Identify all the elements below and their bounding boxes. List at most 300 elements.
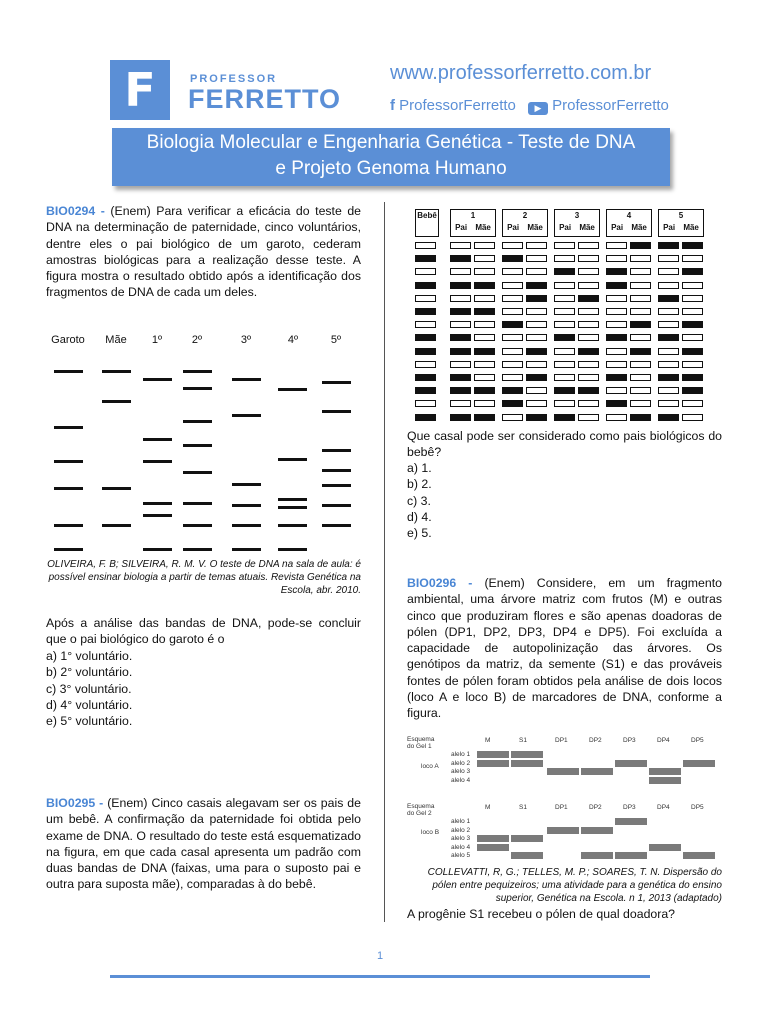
gel-band-cell — [630, 348, 651, 355]
gel-band-cell — [502, 387, 523, 394]
couple-header — [606, 209, 652, 237]
gel-band-cell — [450, 268, 471, 275]
column-divider — [384, 202, 385, 922]
gel-band-cell — [630, 282, 651, 289]
dna-band — [102, 370, 131, 373]
gel-band-cell — [630, 308, 651, 315]
gel-band-cell — [606, 295, 627, 302]
gel-band-cell — [526, 282, 547, 289]
gel-band-cell — [630, 387, 651, 394]
mae-label: Mãe — [475, 223, 491, 232]
option-d[interactable]: d) 4° voluntário. — [46, 697, 133, 712]
gel-band-cell — [554, 414, 575, 421]
mae-label: Mãe — [579, 223, 595, 232]
gel-band-cell — [658, 255, 679, 262]
gel-band-cell — [474, 255, 495, 262]
gel-band-cell — [526, 387, 547, 394]
gel-band-cell — [658, 282, 679, 289]
gel-band-cell — [658, 387, 679, 394]
gel-band-cell — [630, 295, 651, 302]
gel-band-cell — [658, 321, 679, 328]
gel-band-cell — [526, 400, 547, 407]
allele-band — [547, 768, 579, 775]
gel-band-cell — [474, 334, 495, 341]
gel-column-label: DP3 — [623, 737, 636, 744]
gel-band-cell — [526, 374, 547, 381]
gel-band-cell — [415, 282, 436, 289]
gel-band-cell — [450, 321, 471, 328]
q295-options — [407, 460, 432, 541]
dna-band — [232, 483, 261, 486]
gel-band-cell — [502, 242, 523, 249]
mae-label: Mãe — [631, 223, 647, 232]
gel-band-cell — [450, 374, 471, 381]
gel-band-cell — [474, 348, 495, 355]
mae-label: Mãe — [683, 223, 699, 232]
gel-band-cell — [526, 242, 547, 249]
gel-band-cell — [526, 334, 547, 341]
gel-band-cell — [554, 361, 575, 368]
gel-band-cell — [474, 400, 495, 407]
gel-label: Mãe — [105, 334, 127, 346]
gel-band-cell — [502, 268, 523, 275]
allele-label: alelo 5 — [451, 852, 471, 859]
gel-band-cell — [578, 334, 599, 341]
gel-band-cell — [658, 361, 679, 368]
gel-band-cell — [526, 361, 547, 368]
gel-band-cell — [658, 348, 679, 355]
couple-header — [658, 209, 704, 237]
q296-statement: BIO0296 - (Enem) Considere, em um fragmento ambiental, uma árvore matriz com frutos (M) e outras cinco que produziram flores e são apenas doadoras de pólen (DP1, DP2, DP3, DP4 e DP5). Foi excluída a capacidade de autopolinização das árvores. Os genótipos da matriz, da semente (S1) e das prováveis fontes de pólen foram obtidos pela análise de dois locos (loco A e loco B) de marcadores de DNA, conforme a figura. — [407, 576, 722, 721]
dna-band — [232, 504, 261, 507]
gel-band-cell — [415, 348, 436, 355]
gel-band-cell — [606, 321, 627, 328]
q294-citation: OLIVEIRA, F. B; SILVEIRA, R. M. V. O teste de DNA na sala de aula: é possível ensinar biologia a partir de temas atuais. Revista Genética na Escola, abr. 2010. — [47, 559, 361, 596]
allele-band — [547, 827, 579, 834]
gel-column-label: DP5 — [691, 804, 704, 811]
gel-band-cell — [554, 374, 575, 381]
gel-band-cell — [450, 361, 471, 368]
dna-band — [278, 498, 307, 501]
couple-number: 5 — [678, 211, 684, 220]
gel-band-cell — [682, 414, 703, 421]
allele-band — [477, 835, 509, 842]
gel-band-cell — [578, 308, 599, 315]
allele-band — [649, 768, 681, 775]
dna-band — [143, 502, 172, 505]
allele-band — [477, 751, 509, 758]
gel-band-cell — [606, 268, 627, 275]
dna-band — [183, 524, 212, 527]
gel-band-cell — [578, 361, 599, 368]
gel-band-cell — [630, 268, 651, 275]
gel-band-cell — [526, 348, 547, 355]
gel-column-label: DP4 — [657, 804, 670, 811]
gel-band-cell — [630, 255, 651, 262]
locus-a-label: loco A — [421, 763, 439, 770]
gel-column-label: DP5 — [691, 737, 704, 744]
gel-band-cell — [526, 414, 547, 421]
allele-band — [511, 835, 543, 842]
dna-band — [143, 438, 172, 441]
dna-band — [54, 370, 83, 373]
gel-band-cell — [554, 255, 575, 262]
dna-band — [102, 524, 131, 527]
q294-gel-figure — [46, 330, 361, 555]
gel-band-cell — [474, 361, 495, 368]
allele-band — [615, 818, 647, 825]
dna-band — [54, 524, 83, 527]
gel2-title: Esquema do Gel 2 — [407, 803, 435, 817]
dna-band — [183, 387, 212, 390]
dna-band — [322, 381, 351, 384]
q295-statement: BIO0295 - (Enem) Cinco casais alegavam ser os pais de um bebê. A confirmação da paternidade foi obtida pelo exame de DNA. O resultado do teste está esquematizado na figura, em que cada casal apresenta um padrão com duas bandas de DNA (faixas, uma para o suposto pai e outra para suposta mãe), comparadas à do bebê. — [46, 796, 361, 892]
gel-band-cell — [606, 400, 627, 407]
page-number: 1 — [377, 950, 384, 962]
gel-band-cell — [554, 400, 575, 407]
mae-label: Mãe — [527, 223, 543, 232]
allele-label: alelo 1 — [451, 751, 471, 758]
gel-band-cell — [682, 361, 703, 368]
gel-band-cell — [502, 321, 523, 328]
gel-band-cell — [630, 374, 651, 381]
allele-label: alelo 1 — [451, 818, 471, 825]
gel-column-label: DP2 — [589, 804, 602, 811]
gel-band-cell — [682, 295, 703, 302]
logo-letter: F — [124, 63, 156, 117]
q295-code: BIO0295 - — [46, 796, 104, 810]
dna-band — [232, 414, 261, 417]
gel-band-cell — [502, 334, 523, 341]
gel-band-cell — [554, 348, 575, 355]
dna-band — [54, 460, 83, 463]
gel-band-cell — [606, 361, 627, 368]
gel-band-cell — [450, 308, 471, 315]
dna-band — [143, 514, 172, 517]
gel-band-cell — [578, 255, 599, 262]
gel-band-cell — [415, 334, 436, 341]
allele-band — [477, 760, 509, 767]
gel-band-cell — [658, 414, 679, 421]
gel-band-cell — [450, 387, 471, 394]
option-a[interactable]: a) 1° voluntário. — [46, 649, 133, 663]
option-a[interactable]: a) 1. — [407, 461, 432, 475]
gel-band-cell — [554, 295, 575, 302]
dna-band — [232, 524, 261, 527]
gel-band-cell — [606, 282, 627, 289]
gel-band-cell — [415, 321, 436, 328]
gel-column-label: DP2 — [589, 737, 602, 744]
gel-band-cell — [682, 255, 703, 262]
dna-band — [102, 487, 131, 490]
gel-band-cell — [526, 321, 547, 328]
page-title: Biologia Molecular e Engenharia Genética - Teste de DNA e Projeto Genoma Humano — [146, 132, 636, 179]
dna-band — [54, 426, 83, 429]
q294-question: Após a análise das bandas de DNA, pode-se concluir que o pai biológico do garoto é o — [46, 616, 361, 647]
gel-band-cell — [474, 295, 495, 302]
gel-band-cell — [606, 308, 627, 315]
gel-band-cell — [682, 268, 703, 275]
option-b[interactable]: b) 2. — [407, 477, 432, 492]
gel-band-cell — [450, 282, 471, 289]
site-url[interactable]: www.professorferretto.com.br — [390, 62, 652, 84]
gel-band-cell — [606, 414, 627, 421]
gel-band-cell — [554, 308, 575, 315]
gel-column-label: DP1 — [555, 804, 568, 811]
option-e[interactable]: e) 5. — [407, 526, 432, 541]
gel-column-label: S1 — [519, 804, 527, 811]
gel-band-cell — [526, 308, 547, 315]
allele-label: alelo 2 — [451, 826, 471, 834]
allele-band — [615, 760, 647, 767]
dna-band — [322, 504, 351, 507]
couple-number: 4 — [626, 211, 632, 220]
dna-band — [278, 506, 307, 509]
gel-band-cell — [474, 242, 495, 249]
allele-band — [615, 852, 647, 859]
dna-band — [278, 548, 307, 551]
gel-band-cell — [502, 308, 523, 315]
pai-label: Pai — [663, 223, 676, 232]
gel-band-cell — [682, 400, 703, 407]
gel-band-cell — [658, 308, 679, 315]
q294-statement: BIO0294 - (Enem) Para verificar a eficácia do teste de DNA na determinação de paternidade, cinco voluntários, dentre eles o pai biológico de um garoto, cederam amostras biológicas para a realização desse teste. A figura mostra o resultado obtido após a identificação dos fragmentos de DNA de cada um deles. — [46, 204, 362, 300]
gel-band-cell — [606, 255, 627, 262]
option-c[interactable]: c) 3. — [407, 493, 431, 508]
q294-code: BIO0294 - — [46, 204, 105, 218]
couple-header — [554, 209, 600, 237]
gel-band-cell — [658, 374, 679, 381]
gel-band-cell — [415, 387, 436, 394]
dna-band — [322, 449, 351, 452]
q296-gel-figure — [407, 735, 722, 865]
gel-band-cell — [630, 414, 651, 421]
gel-band-cell — [578, 242, 599, 249]
gel-band-cell — [502, 414, 523, 421]
gel-band-cell — [474, 308, 495, 315]
youtube-icon: ▶ — [528, 102, 548, 115]
allele-band — [683, 760, 715, 767]
couple-number: 2 — [522, 211, 528, 220]
gel-band-cell — [502, 348, 523, 355]
allele-band — [683, 852, 715, 859]
q295-gel-figure — [410, 206, 720, 426]
q296-question: A progênie S1 recebeu o pólen de qual doadora? — [407, 907, 676, 921]
couple-number: 3 — [574, 211, 580, 220]
allele-band — [511, 760, 543, 767]
gel-band-cell — [415, 374, 436, 381]
couple-number: 1 — [470, 211, 476, 220]
gel-band-cell — [606, 387, 627, 394]
gel-band-cell — [658, 400, 679, 407]
gel-band-cell — [474, 387, 495, 394]
dna-band — [232, 378, 261, 381]
dna-band — [143, 378, 172, 381]
gel-band-cell — [502, 282, 523, 289]
gel-band-cell — [578, 414, 599, 421]
brand-small: PROFESSOR — [190, 73, 278, 85]
allele-band — [581, 852, 613, 859]
dna-band — [54, 487, 83, 490]
gel-band-cell — [474, 414, 495, 421]
gel-label: 3º — [240, 334, 252, 346]
gel-band-cell — [682, 308, 703, 315]
gel-column-label: DP4 — [657, 737, 670, 744]
allele-label: alelo 3 — [451, 768, 471, 775]
gel-band-cell — [526, 268, 547, 275]
gel-band-cell — [474, 282, 495, 289]
allele-label: alelo 2 — [451, 759, 471, 767]
gel-band-cell — [682, 334, 703, 341]
gel-band-cell — [450, 295, 471, 302]
q296-code: BIO0296 - — [407, 576, 473, 590]
gel-band-cell — [606, 334, 627, 341]
allele-label: alelo 4 — [451, 843, 471, 851]
dna-band — [183, 548, 212, 551]
gel-band-cell — [682, 374, 703, 381]
gel-band-cell — [682, 348, 703, 355]
q294-options — [46, 648, 132, 729]
gel-column-label: M — [485, 737, 491, 744]
option-c[interactable]: c) 3° voluntário. — [46, 681, 132, 696]
couple-header — [502, 209, 548, 237]
dna-band — [54, 548, 83, 551]
gel-band-cell — [474, 268, 495, 275]
dna-band — [183, 502, 212, 505]
gel-band-cell — [415, 414, 436, 421]
allele-band — [511, 852, 543, 859]
gel-label: 1º — [151, 334, 163, 346]
gel-band-cell — [554, 334, 575, 341]
pai-label: Pai — [455, 223, 468, 232]
allele-band — [477, 844, 509, 851]
allele-band — [581, 768, 613, 775]
option-b[interactable]: b) 2° voluntário. — [46, 665, 133, 680]
gel-band-cell — [502, 295, 523, 302]
dna-band — [143, 460, 172, 463]
facebook-icon: f — [390, 97, 395, 114]
gel-band-cell — [630, 400, 651, 407]
gel-band-cell — [554, 268, 575, 275]
gel-band-cell — [630, 334, 651, 341]
allele-label: alelo 4 — [451, 776, 471, 784]
pai-label: Pai — [611, 223, 624, 232]
gel-band-cell — [415, 268, 436, 275]
footer-line — [110, 975, 650, 978]
brand-name: FERRETTO — [188, 84, 342, 114]
gel-band-cell — [450, 255, 471, 262]
gel-band-cell — [474, 321, 495, 328]
gel-band-cell — [415, 255, 436, 262]
option-e[interactable]: e) 5° voluntário. — [46, 714, 133, 729]
gel-band-cell — [606, 374, 627, 381]
gel-band-cell — [658, 334, 679, 341]
option-d[interactable]: d) 4. — [407, 509, 432, 524]
gel-band-cell — [450, 348, 471, 355]
gel-column-label: M — [485, 804, 491, 811]
q296-citation: COLLEVATTI, R, G.; TELLES, M. P.; SOARES, T. N. Dispersão do pólen entre pequizeiros; uma atividade para a genética do ensino superior, Genética na Escola. n 1, 2013 (adaptado) — [427, 867, 722, 904]
gel-band-cell — [415, 400, 436, 407]
gel-band-cell — [554, 282, 575, 289]
dna-band — [232, 548, 261, 551]
dna-band — [143, 548, 172, 551]
gel-band-cell — [474, 374, 495, 381]
fig-label-bebe: Bebê — [415, 209, 439, 237]
gel-band-cell — [450, 400, 471, 407]
gel1-title: Esquema do Gel 1 — [407, 736, 435, 750]
gel-band-cell — [630, 361, 651, 368]
gel-band-cell — [606, 348, 627, 355]
gel-band-cell — [526, 295, 547, 302]
dna-band — [322, 469, 351, 472]
gel-band-cell — [415, 308, 436, 315]
allele-band — [581, 827, 613, 834]
dna-band — [322, 410, 351, 413]
gel-band-cell — [578, 400, 599, 407]
gel-band-cell — [658, 242, 679, 249]
gel-band-cell — [658, 268, 679, 275]
gel-band-cell — [554, 321, 575, 328]
youtube-link[interactable]: ▶ ProfessorFerretto — [528, 97, 669, 115]
gel-band-cell — [578, 268, 599, 275]
pai-label: Pai — [559, 223, 572, 232]
gel-band-cell — [415, 295, 436, 302]
pai-label: Pai — [507, 223, 520, 232]
gel-band-cell — [502, 400, 523, 407]
facebook-link[interactable]: f ProfessorFerretto — [390, 97, 516, 114]
allele-band — [649, 844, 681, 851]
gel-band-cell — [578, 295, 599, 302]
gel-band-cell — [450, 242, 471, 249]
dna-band — [322, 484, 351, 487]
gel-band-cell — [578, 348, 599, 355]
dna-band — [183, 444, 212, 447]
gel-band-cell — [682, 387, 703, 394]
gel-band-cell — [415, 361, 436, 368]
gel-label: 4º — [287, 334, 299, 346]
gel-column-label: S1 — [519, 737, 527, 744]
gel-band-cell — [606, 242, 627, 249]
gel-band-cell — [630, 242, 651, 249]
locus-b-label: loco B — [421, 829, 440, 836]
gel-band-cell — [502, 374, 523, 381]
gel-band-cell — [578, 387, 599, 394]
gel-band-cell — [682, 321, 703, 328]
gel-band-cell — [682, 242, 703, 249]
dna-band — [322, 524, 351, 527]
q295-question: Que casal pode ser considerado como pais biológicos do bebê? — [407, 429, 722, 460]
gel-band-cell — [658, 295, 679, 302]
gel-band-cell — [450, 334, 471, 341]
gel-band-cell — [578, 321, 599, 328]
dna-band — [278, 524, 307, 527]
dna-band — [183, 420, 212, 423]
couple-header — [450, 209, 496, 237]
dna-band — [183, 370, 212, 373]
gel-band-cell — [578, 282, 599, 289]
gel-column-label: DP1 — [555, 737, 568, 744]
gel-band-cell — [502, 255, 523, 262]
gel-band-cell — [450, 414, 471, 421]
gel-band-cell — [526, 255, 547, 262]
dna-band — [278, 458, 307, 461]
allele-band — [649, 777, 681, 784]
gel-label: 5º — [330, 334, 342, 346]
gel-band-cell — [554, 387, 575, 394]
dna-band — [183, 471, 212, 474]
gel-band-cell — [578, 374, 599, 381]
gel-band-cell — [682, 282, 703, 289]
